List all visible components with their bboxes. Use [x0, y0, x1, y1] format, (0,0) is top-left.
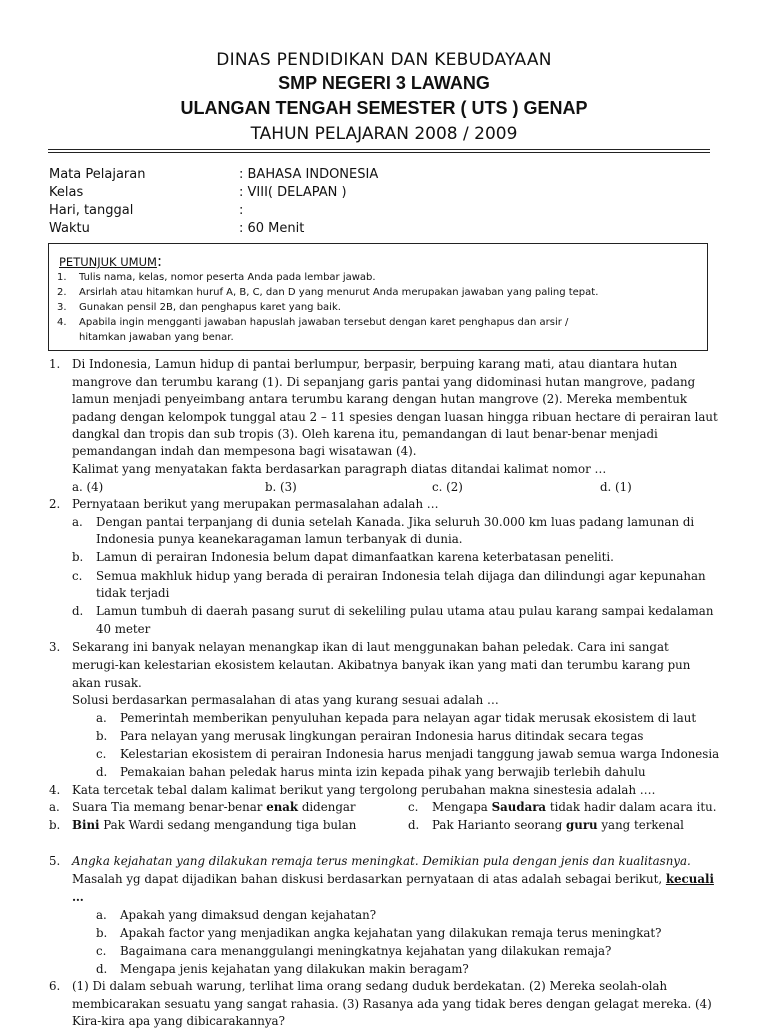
q5-stem-dots: … — [72, 890, 84, 904]
q1-line: dangkal dan tropis dan sub tropis (3). Oleh karena itu, pemandangan di laut benar-benar menjadi — [72, 427, 658, 441]
q4-option-label: b. — [49, 818, 61, 832]
q4-option-a: Suara Tia memang benar-benar enak didengar — [72, 800, 356, 814]
q1-line: Kalimat yang menyatakan fakta berdasarkan paragraph diatas ditandai kalimat nomor … — [72, 462, 607, 476]
question-number: 3. — [49, 640, 61, 654]
academic-year: TAHUN PELAJARAN 2008 / 2009 — [250, 124, 518, 144]
q2-option-label: d. — [72, 604, 84, 618]
q3-line: merugi-kan kelestarian ekosistem kelautan. Akibatnya banyak ikan yang mati dan terumbu karang pun — [72, 658, 691, 672]
q5-quote: Angka kejahatan yang dilakukan remaja terus meningkat. Demikian pula dengan jenis dan kualitasnya. — [72, 854, 691, 868]
q1-option-c: c. (2) — [432, 480, 463, 494]
q4-option-d: Pak Harianto seorang guru yang terkenal — [432, 818, 684, 832]
q2-option-c: Semua makhluk hidup yang berada di perairan Indonesia telah dijaga dan dilindungi agar kepunahan — [96, 569, 706, 583]
exam-title: ULANGAN TENGAH SEMESTER ( UTS ) GENAP — [180, 98, 588, 118]
q6-line: (1) Di dalam sebuah warung, terlihat lima orang sedang duduk berdekatan. (2) Mereka seolah-olah — [72, 979, 668, 993]
q1-line: lamun menjadi penyeimbang antara terumbu karang dengan hutan mangrove (2). Mereka membentuk — [72, 392, 687, 406]
school-title: SMP NEGERI 3 LAWANG — [278, 73, 490, 93]
header-rule-top — [48, 149, 710, 150]
q1-line: mangrove dan terumbu karang (1). Di sepanjang garis pantai yang didominasi hutan mangrove, padang — [72, 375, 696, 389]
q2-option-a: Dengan pantai terpanjang di dunia setelah Kanada. Jika seluruh 30.000 km luas padang lamunan di — [96, 515, 695, 529]
q4-option-c: Mengapa Saudara tidak hadir dalam acara itu. — [432, 800, 717, 814]
instructions-box: PETUNJUK UMUM: 1. Tulis nama, kelas, nomor peserta Anda pada lembar jawab. 2. Arsirlah atau hitamkan huruf A, B, C, dan D yang menurut Anda merupakan jawaban yang paling tepat. 3. Gunakan pensil 2B, dan penghapus karet yang baik. 4. Apabila ingin mengganti jawaban hapuslah jawaban tersebut dengan karet penghapus dan arsir / hitamkan jawaban yang benar. — [48, 243, 708, 351]
q4-option-label: a. — [49, 800, 60, 814]
header-rule-bottom — [48, 152, 710, 153]
q3-option-label: c. — [96, 747, 107, 761]
q3-line: akan rusak. — [72, 676, 142, 690]
q3-option-c: Kelestarian ekosistem di perairan Indonesia harus menjadi tanggung jawab semua warga Indonesia — [120, 747, 720, 761]
question-number: 5. — [49, 854, 61, 868]
q2-option-d-cont: 40 meter — [96, 622, 151, 636]
q2-option-label: c. — [72, 569, 83, 583]
agency-title: DINAS PENDIDIKAN DAN KEBUDAYAAN — [216, 50, 552, 70]
info-subject: Mata Pelajaran : BAHASA INDONESIA — [49, 167, 379, 182]
q3-option-a: Pemerintah memberikan penyuluhan kepada para nelayan agar tidak merusak ekosistem di laut — [120, 711, 697, 725]
info-time: Waktu : 60 Menit — [49, 221, 305, 236]
q5-option-label: d. — [96, 962, 108, 976]
q2-stem: Pernyataan berikut yang merupakan permasalahan adalah … — [72, 497, 439, 511]
q5-option-a: Apakah yang dimaksud dengan kejahatan? — [120, 908, 377, 922]
q4-option-b: Bini Pak Wardi sedang mengandung tiga bulan — [72, 818, 357, 832]
q5-option-d: Mengapa jenis kejahatan yang dilakukan makin beragam? — [120, 962, 469, 976]
q2-option-a-cont: Indonesia punya keanekaragaman lamun terbanyak di dunia. — [96, 532, 463, 546]
q2-option-d: Lamun tumbuh di daerah pasang surut di sekeliling pulau utama atau pulau karang sampai kedalaman — [96, 604, 714, 618]
q2-option-label: a. — [72, 515, 83, 529]
q1-option-d: d. (1) — [600, 480, 632, 494]
q5-stem: Masalah yg dapat dijadikan bahan diskusi berdasarkan pernyataan di atas adalah sebagai berikut, kecuali — [72, 872, 714, 886]
q3-line: Sekarang ini banyak nelayan menangkap ikan di laut menggunakan bahan peledak. Cara ini sangat — [72, 640, 669, 654]
q5-option-label: b. — [96, 926, 108, 940]
q3-option-label: a. — [96, 711, 107, 725]
q6-line: membicarakan sesuatu yang sangat rahasia. (3) Rasanya ada yang tidak beres dengan gelagat mereka. (4) — [72, 997, 712, 1011]
q6-line: Kira-kira apa yang dibicarakannya? — [72, 1014, 285, 1028]
question-number: 6. — [49, 979, 61, 993]
q4-option-label: c. — [408, 800, 419, 814]
q5-option-b: Apakah factor yang menjadikan angka kejahatan yang dilakukan remaja terus meningkat? — [120, 926, 662, 940]
q1-option-a: a. (4) — [72, 480, 104, 494]
q2-option-b: Lamun di perairan Indonesia belum dapat dimanfaatkan karena keterbatasan peneliti. — [96, 550, 614, 564]
instructions-title: PETUNJUK UMUM: — [59, 252, 162, 270]
q5-option-c: Bagaimana cara menanggulangi meningkatnya kejahatan yang dilakukan remaja? — [120, 944, 612, 958]
q3-option-label: d. — [96, 765, 108, 779]
q5-option-label: c. — [96, 944, 107, 958]
question-number: 4. — [49, 783, 61, 797]
q4-option-label: d. — [408, 818, 420, 832]
q2-option-label: b. — [72, 550, 84, 564]
q2-option-c-cont: tidak terjadi — [96, 586, 170, 600]
q1-line: pemandangan indah dan mempesona bagi wisatawan (4). — [72, 444, 417, 458]
question-number: 2. — [49, 497, 61, 511]
q4-stem: Kata tercetak tebal dalam kalimat berikut yang tergolong perubahan makna sinestesia adalah …. — [72, 783, 656, 797]
q1-line: padang dengan kelompok tunggal atau 2 – 11 spesies dengan luasan hingga ribuan hectare di perairan laut — [72, 410, 718, 424]
info-class: Kelas : VIII( DELAPAN ) — [49, 185, 347, 200]
q1-line: Di Indonesia, Lamun hidup di pantai berlumpur, berpasir, berpuing karang mati, atau diantara hutan — [72, 357, 678, 371]
q3-line: Solusi berdasarkan permasalahan di atas yang kurang sesuai adalah … — [72, 693, 499, 707]
q5-option-label: a. — [96, 908, 107, 922]
q3-option-d: Pemakaian bahan peledak harus minta izin kepada pihak yang berwajib terlebih dahulu — [120, 765, 646, 779]
q3-option-b: Para nelayan yang merusak lingkungan perairan Indonesia harus ditindak secara tegas — [120, 729, 644, 743]
question-number: 1. — [49, 357, 61, 371]
info-date: Hari, tanggal : — [49, 203, 244, 218]
q1-option-b: b. (3) — [265, 480, 297, 494]
q3-option-label: b. — [96, 729, 108, 743]
